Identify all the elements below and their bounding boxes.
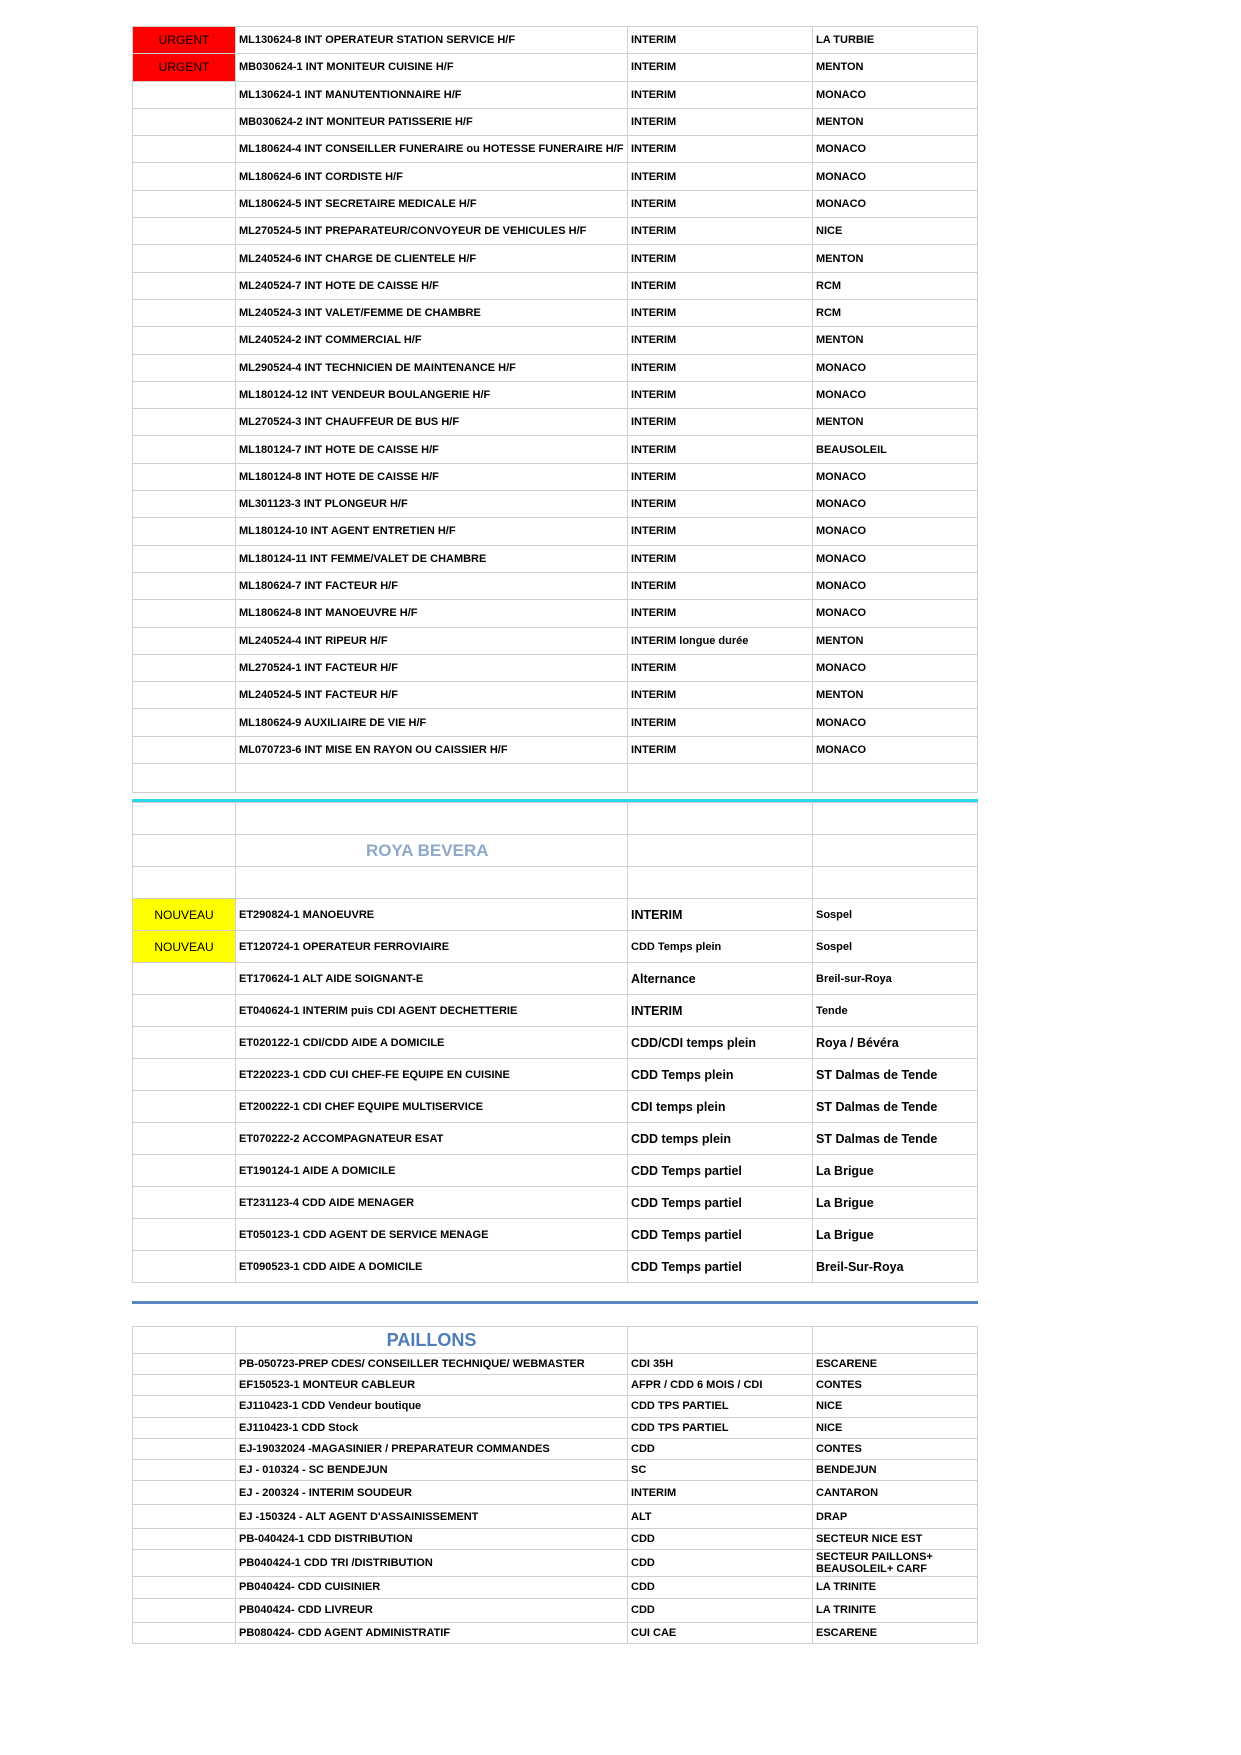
job-title-cell: MB030624-1 INT MONITEUR CUISINE H/F — [236, 54, 628, 81]
contract-type-cell: INTERIM — [628, 654, 813, 681]
spacer-row — [133, 803, 978, 835]
job-title-cell: EJ110423-1 CDD Vendeur boutique — [236, 1396, 628, 1417]
job-title-cell: ML240524-7 INT HOTE DE CAISSE H/F — [236, 272, 628, 299]
empty-cell — [133, 1481, 236, 1505]
empty-cell — [133, 1091, 236, 1123]
table-row — [133, 1598, 978, 1622]
empty-cell — [133, 1123, 236, 1155]
empty-cell — [133, 1059, 236, 1091]
location-cell: MONACO — [813, 136, 978, 163]
location-cell: Sospel — [813, 931, 978, 963]
empty-cell — [133, 545, 236, 572]
table-row — [133, 1219, 978, 1251]
location-cell: MONACO — [813, 163, 978, 190]
location-cell: MENTON — [813, 54, 978, 81]
location-cell: La Brigue — [813, 1219, 978, 1251]
location-cell: NICE — [813, 1417, 978, 1438]
contract-type-cell: INTERIM — [628, 327, 813, 354]
location-cell: DRAP — [813, 1505, 978, 1529]
job-title-cell: ML240524-4 INT RIPEUR H/F — [236, 627, 628, 654]
empty-cell — [236, 764, 628, 793]
table-row — [133, 1481, 978, 1505]
table-row — [133, 299, 978, 326]
location-cell: MENTON — [813, 409, 978, 436]
interim-table — [132, 26, 978, 793]
contract-type-cell: Alternance — [628, 963, 813, 995]
empty-cell — [133, 1438, 236, 1459]
location-cell: ST Dalmas de Tende — [813, 1091, 978, 1123]
job-title-cell: PB040424- CDD LIVREUR — [236, 1598, 628, 1622]
empty-cell — [133, 1027, 236, 1059]
location-cell: MONACO — [813, 491, 978, 518]
section-divider-blue — [132, 1301, 978, 1304]
table-row — [133, 463, 978, 490]
contract-type-cell: CDD TPS PARTIEL — [628, 1396, 813, 1417]
empty-cell — [133, 218, 236, 245]
table-row — [133, 518, 978, 545]
empty-cell — [133, 381, 236, 408]
contract-type-cell: CDD Temps plein — [628, 931, 813, 963]
empty-cell — [133, 245, 236, 272]
contract-type-cell: CDD Temps partiel — [628, 1155, 813, 1187]
job-title-cell: ML130624-8 INT OPERATEUR STATION SERVICE H/F — [236, 27, 628, 54]
contract-type-cell: INTERIM — [628, 995, 813, 1027]
table-row — [133, 1354, 978, 1375]
empty-cell — [133, 1187, 236, 1219]
contract-type-cell: CDD Temps partiel — [628, 1219, 813, 1251]
table-row — [133, 600, 978, 627]
table-row — [133, 1251, 978, 1283]
location-cell: SECTEUR PAILLONS+ BEAUSOLEIL+ CARF — [813, 1550, 978, 1577]
table-row — [133, 931, 978, 963]
section-title-paillons: PAILLONS — [236, 1327, 628, 1354]
contract-type-cell: CDI 35H — [628, 1354, 813, 1375]
job-title-cell: ML180624-6 INT CORDISTE H/F — [236, 163, 628, 190]
location-cell: MONACO — [813, 518, 978, 545]
empty-cell — [133, 995, 236, 1027]
table-row — [133, 81, 978, 108]
empty-cell — [133, 491, 236, 518]
table-row — [133, 627, 978, 654]
contract-type-cell: CDD — [628, 1598, 813, 1622]
contract-type-cell: INTERIM — [628, 54, 813, 81]
contract-type-cell: CDD TPS PARTIEL — [628, 1417, 813, 1438]
job-title-cell: ET090523-1 CDD AIDE A DOMICILE — [236, 1251, 628, 1283]
table-row — [133, 736, 978, 763]
empty-cell — [628, 764, 813, 793]
job-title-cell: ML180124-12 INT VENDEUR BOULANGERIE H/F — [236, 381, 628, 408]
job-title-cell: EJ - 200324 - INTERIM SOUDEUR — [236, 1481, 628, 1505]
location-cell: MENTON — [813, 245, 978, 272]
empty-cell — [133, 1375, 236, 1396]
job-title-cell: PB-040424-1 CDD DISTRIBUTION — [236, 1529, 628, 1550]
paillons-table — [132, 1326, 978, 1644]
location-cell: MENTON — [813, 627, 978, 654]
table-row — [133, 709, 978, 736]
contract-type-cell: INTERIM — [628, 491, 813, 518]
location-cell: MONACO — [813, 572, 978, 599]
contract-type-cell: INTERIM — [628, 736, 813, 763]
contract-type-cell: INTERIM — [628, 409, 813, 436]
location-cell: ESCARENE — [813, 1622, 978, 1643]
table-row — [133, 272, 978, 299]
contract-type-cell: AFPR / CDD 6 MOIS / CDI — [628, 1375, 813, 1396]
job-title-cell: ML180624-4 INT CONSEILLER FUNERAIRE ou HOTESSE FUNERAIRE H/F — [236, 136, 628, 163]
contract-type-cell: INTERIM — [628, 245, 813, 272]
job-title-cell: ET020122-1 CDI/CDD AIDE A DOMICILE — [236, 1027, 628, 1059]
job-title-cell: ML180124-8 INT HOTE DE CAISSE H/F — [236, 463, 628, 490]
contract-type-cell: CDD/CDI temps plein — [628, 1027, 813, 1059]
empty-cell — [133, 136, 236, 163]
table-row — [133, 1438, 978, 1459]
contract-type-cell: INTERIM — [628, 463, 813, 490]
job-title-cell: ET190124-1 AIDE A DOMICILE — [236, 1155, 628, 1187]
job-title-cell: ML180624-8 INT MANOEUVRE H/F — [236, 600, 628, 627]
location-cell: CONTES — [813, 1438, 978, 1459]
urgent-badge: URGENT — [133, 27, 236, 54]
empty-cell — [133, 463, 236, 490]
location-cell: NICE — [813, 1396, 978, 1417]
empty-cell — [133, 654, 236, 681]
empty-cell — [133, 81, 236, 108]
job-title-cell: EJ - 010324 - SC BENDEJUN — [236, 1459, 628, 1480]
empty-cell — [133, 682, 236, 709]
table-row — [133, 27, 978, 54]
empty-cell — [133, 1459, 236, 1480]
empty-cell — [133, 1577, 236, 1598]
location-cell: LA TRINITE — [813, 1598, 978, 1622]
location-cell: BENDEJUN — [813, 1459, 978, 1480]
job-title-cell: ML180624-7 INT FACTEUR H/F — [236, 572, 628, 599]
table-row — [133, 1577, 978, 1598]
section-header-row — [133, 1327, 978, 1354]
table-row — [133, 381, 978, 408]
table-row — [133, 995, 978, 1027]
job-title-cell: EJ-19032024 -MAGASINIER / PREPARATEUR COMMANDES — [236, 1438, 628, 1459]
location-cell: MONACO — [813, 190, 978, 217]
location-cell: La Brigue — [813, 1155, 978, 1187]
location-cell: MONACO — [813, 81, 978, 108]
location-cell: NICE — [813, 218, 978, 245]
job-title-cell: EF150523-1 MONTEUR CABLEUR — [236, 1375, 628, 1396]
location-cell: MONACO — [813, 381, 978, 408]
location-cell: MONACO — [813, 463, 978, 490]
job-title-cell: ML180124-11 INT FEMME/VALET DE CHAMBRE — [236, 545, 628, 572]
empty-cell — [133, 709, 236, 736]
contract-type-cell: INTERIM — [628, 572, 813, 599]
table-row — [133, 108, 978, 135]
empty-cell — [133, 1505, 236, 1529]
table-row — [133, 682, 978, 709]
contract-type-cell: CDD Temps partiel — [628, 1251, 813, 1283]
contract-type-cell: CUI CAE — [628, 1622, 813, 1643]
contract-type-cell: CDD temps plein — [628, 1123, 813, 1155]
contract-type-cell: INTERIM — [628, 299, 813, 326]
job-title-cell: ET050123-1 CDD AGENT DE SERVICE MENAGE — [236, 1219, 628, 1251]
job-title-cell: ET290824-1 MANOEUVRE — [236, 899, 628, 931]
table-row — [133, 409, 978, 436]
job-title-cell: ML270524-3 INT CHAUFFEUR DE BUS H/F — [236, 409, 628, 436]
job-title-cell: ET170624-1 ALT AIDE SOIGNANT-E — [236, 963, 628, 995]
job-title-cell: ML240524-2 INT COMMERCIAL H/F — [236, 327, 628, 354]
contract-type-cell: CDD Temps plein — [628, 1059, 813, 1091]
empty-cell — [133, 299, 236, 326]
table-row — [133, 1123, 978, 1155]
empty-cell — [133, 1622, 236, 1643]
location-cell: MONACO — [813, 736, 978, 763]
new-badge: NOUVEAU — [133, 899, 236, 931]
empty-cell — [133, 436, 236, 463]
contract-type-cell: INTERIM — [628, 436, 813, 463]
job-title-cell: PB040424-1 CDD TRI /DISTRIBUTION — [236, 1550, 628, 1577]
new-badge: NOUVEAU — [133, 931, 236, 963]
job-title-cell: ET040624-1 INTERIM puis CDI AGENT DECHETTERIE — [236, 995, 628, 1027]
contract-type-cell: INTERIM — [628, 899, 813, 931]
contract-type-cell: INTERIM — [628, 600, 813, 627]
location-cell: MENTON — [813, 108, 978, 135]
contract-type-cell: INTERIM — [628, 81, 813, 108]
spacer-row — [133, 867, 978, 899]
contract-type-cell: INTERIM — [628, 136, 813, 163]
contract-type-cell: INTERIM — [628, 381, 813, 408]
location-cell: MONACO — [813, 600, 978, 627]
job-title-cell: ML301123-3 INT PLONGEUR H/F — [236, 491, 628, 518]
location-cell: CANTARON — [813, 1481, 978, 1505]
contract-type-cell: CDI temps plein — [628, 1091, 813, 1123]
empty-cell — [133, 272, 236, 299]
empty-cell — [133, 1529, 236, 1550]
table-row — [133, 1417, 978, 1438]
table-row — [133, 1505, 978, 1529]
empty-cell — [133, 764, 236, 793]
empty-cell — [133, 1550, 236, 1577]
empty-cell — [133, 163, 236, 190]
table-row — [133, 245, 978, 272]
urgent-badge: URGENT — [133, 54, 236, 81]
table-row — [133, 1027, 978, 1059]
section-title-roya-bevera: ROYA BEVERA — [236, 835, 628, 867]
spacer-row — [133, 764, 978, 793]
job-title-cell: PB040424- CDD CUISINIER — [236, 1577, 628, 1598]
job-title-cell: ML070723-6 INT MISE EN RAYON OU CAISSIER H/F — [236, 736, 628, 763]
section-header-row — [133, 835, 978, 867]
table-row — [133, 1155, 978, 1187]
job-title-cell: ET231123-4 CDD AIDE MENAGER — [236, 1187, 628, 1219]
table-row — [133, 1459, 978, 1480]
empty-cell — [133, 518, 236, 545]
table-row — [133, 327, 978, 354]
location-cell: MENTON — [813, 682, 978, 709]
empty-cell — [133, 1598, 236, 1622]
job-title-cell: PB-050723-PREP CDES/ CONSEILLER TECHNIQUE/ WEBMASTER — [236, 1354, 628, 1375]
job-title-cell: EJ -150324 - ALT AGENT D'ASSAINISSEMENT — [236, 1505, 628, 1529]
job-title-cell: ET220223-1 CDD CUI CHEF-FE EQUIPE EN CUISINE — [236, 1059, 628, 1091]
table-row — [133, 899, 978, 931]
empty-cell — [133, 1354, 236, 1375]
location-cell: Breil-Sur-Roya — [813, 1251, 978, 1283]
empty-cell — [133, 600, 236, 627]
contract-type-cell: INTERIM — [628, 27, 813, 54]
job-title-cell: ML290524-4 INT TECHNICIEN DE MAINTENANCE H/F — [236, 354, 628, 381]
table-row — [133, 1396, 978, 1417]
job-title-cell: ML180124-7 INT HOTE DE CAISSE H/F — [236, 436, 628, 463]
job-title-cell: PB080424- CDD AGENT ADMINISTRATIF — [236, 1622, 628, 1643]
table-row — [133, 190, 978, 217]
location-cell: BEAUSOLEIL — [813, 436, 978, 463]
empty-cell — [133, 327, 236, 354]
contract-type-cell: CDD — [628, 1550, 813, 1577]
contract-type-cell: INTERIM — [628, 190, 813, 217]
empty-cell — [133, 409, 236, 436]
job-title-cell: MB030624-2 INT MONITEUR PATISSERIE H/F — [236, 108, 628, 135]
location-cell: La Brigue — [813, 1187, 978, 1219]
empty-cell — [133, 963, 236, 995]
contract-type-cell: INTERIM — [628, 272, 813, 299]
empty-cell — [133, 1396, 236, 1417]
empty-cell — [813, 764, 978, 793]
table-row — [133, 436, 978, 463]
contract-type-cell: INTERIM longue durée — [628, 627, 813, 654]
job-title-cell: ML240524-5 INT FACTEUR H/F — [236, 682, 628, 709]
table-row — [133, 1622, 978, 1643]
location-cell: RCM — [813, 272, 978, 299]
empty-cell — [133, 1155, 236, 1187]
location-cell: Roya / Bévéra — [813, 1027, 978, 1059]
empty-cell — [133, 354, 236, 381]
job-title-cell: ET120724-1 OPERATEUR FERROVIAIRE — [236, 931, 628, 963]
job-title-cell: ML240524-6 INT CHARGE DE CLIENTELE H/F — [236, 245, 628, 272]
table-row — [133, 218, 978, 245]
location-cell: MONACO — [813, 654, 978, 681]
empty-cell — [133, 1417, 236, 1438]
empty-cell — [133, 627, 236, 654]
table-row — [133, 545, 978, 572]
contract-type-cell: INTERIM — [628, 108, 813, 135]
table-row — [133, 1187, 978, 1219]
job-title-cell: ET200222-1 CDI CHEF EQUIPE MULTISERVICE — [236, 1091, 628, 1123]
empty-cell — [133, 572, 236, 599]
job-title-cell: ML180124-10 INT AGENT ENTRETIEN H/F — [236, 518, 628, 545]
job-title-cell: ML130624-1 INT MANUTENTIONNAIRE H/F — [236, 81, 628, 108]
job-title-cell: EJ110423-1 CDD Stock — [236, 1417, 628, 1438]
location-cell: RCM — [813, 299, 978, 326]
empty-cell — [133, 1219, 236, 1251]
location-cell: MONACO — [813, 354, 978, 381]
job-title-cell: ML270524-1 INT FACTEUR H/F — [236, 654, 628, 681]
location-cell: Tende — [813, 995, 978, 1027]
table-row — [133, 163, 978, 190]
job-title-cell: ML270524-5 INT PREPARATEUR/CONVOYEUR DE VEHICULES H/F — [236, 218, 628, 245]
table-row — [133, 572, 978, 599]
location-cell: MENTON — [813, 327, 978, 354]
table-row — [133, 1375, 978, 1396]
table-row — [133, 1091, 978, 1123]
contract-type-cell: INTERIM — [628, 163, 813, 190]
table-row — [133, 354, 978, 381]
contract-type-cell: INTERIM — [628, 709, 813, 736]
contract-type-cell: INTERIM — [628, 354, 813, 381]
job-title-cell: ML180624-5 INT SECRETAIRE MEDICALE H/F — [236, 190, 628, 217]
contract-type-cell: SC — [628, 1459, 813, 1480]
job-title-cell: ML240524-3 INT VALET/FEMME DE CHAMBRE — [236, 299, 628, 326]
location-cell: ESCARENE — [813, 1354, 978, 1375]
contract-type-cell: INTERIM — [628, 545, 813, 572]
location-cell: Sospel — [813, 899, 978, 931]
location-cell: ST Dalmas de Tende — [813, 1123, 978, 1155]
contract-type-cell: CDD — [628, 1577, 813, 1598]
table-row — [133, 963, 978, 995]
contract-type-cell: CDD — [628, 1529, 813, 1550]
table-row — [133, 1550, 978, 1577]
contract-type-cell: INTERIM — [628, 218, 813, 245]
location-cell: MONACO — [813, 545, 978, 572]
empty-cell — [133, 108, 236, 135]
job-title-cell: ML180624-9 AUXILIAIRE DE VIE H/F — [236, 709, 628, 736]
location-cell: CONTES — [813, 1375, 978, 1396]
contract-type-cell: INTERIM — [628, 1481, 813, 1505]
contract-type-cell: INTERIM — [628, 682, 813, 709]
location-cell: ST Dalmas de Tende — [813, 1059, 978, 1091]
table-row — [133, 54, 978, 81]
table-row — [133, 1529, 978, 1550]
location-cell: SECTEUR NICE EST — [813, 1529, 978, 1550]
table-row — [133, 1059, 978, 1091]
contract-type-cell: INTERIM — [628, 518, 813, 545]
contract-type-cell: CDD Temps partiel — [628, 1187, 813, 1219]
location-cell: LA TRINITE — [813, 1577, 978, 1598]
location-cell: MONACO — [813, 709, 978, 736]
roya-bevera-table — [132, 802, 978, 1283]
job-title-cell: ET070222-2 ACCOMPAGNATEUR ESAT — [236, 1123, 628, 1155]
empty-cell — [133, 736, 236, 763]
contract-type-cell: CDD — [628, 1438, 813, 1459]
table-row — [133, 136, 978, 163]
contract-type-cell: ALT — [628, 1505, 813, 1529]
table-row — [133, 491, 978, 518]
table-row — [133, 654, 978, 681]
location-cell: Breil-sur-Roya — [813, 963, 978, 995]
location-cell: LA TURBIE — [813, 27, 978, 54]
empty-cell — [133, 190, 236, 217]
empty-cell — [133, 1251, 236, 1283]
